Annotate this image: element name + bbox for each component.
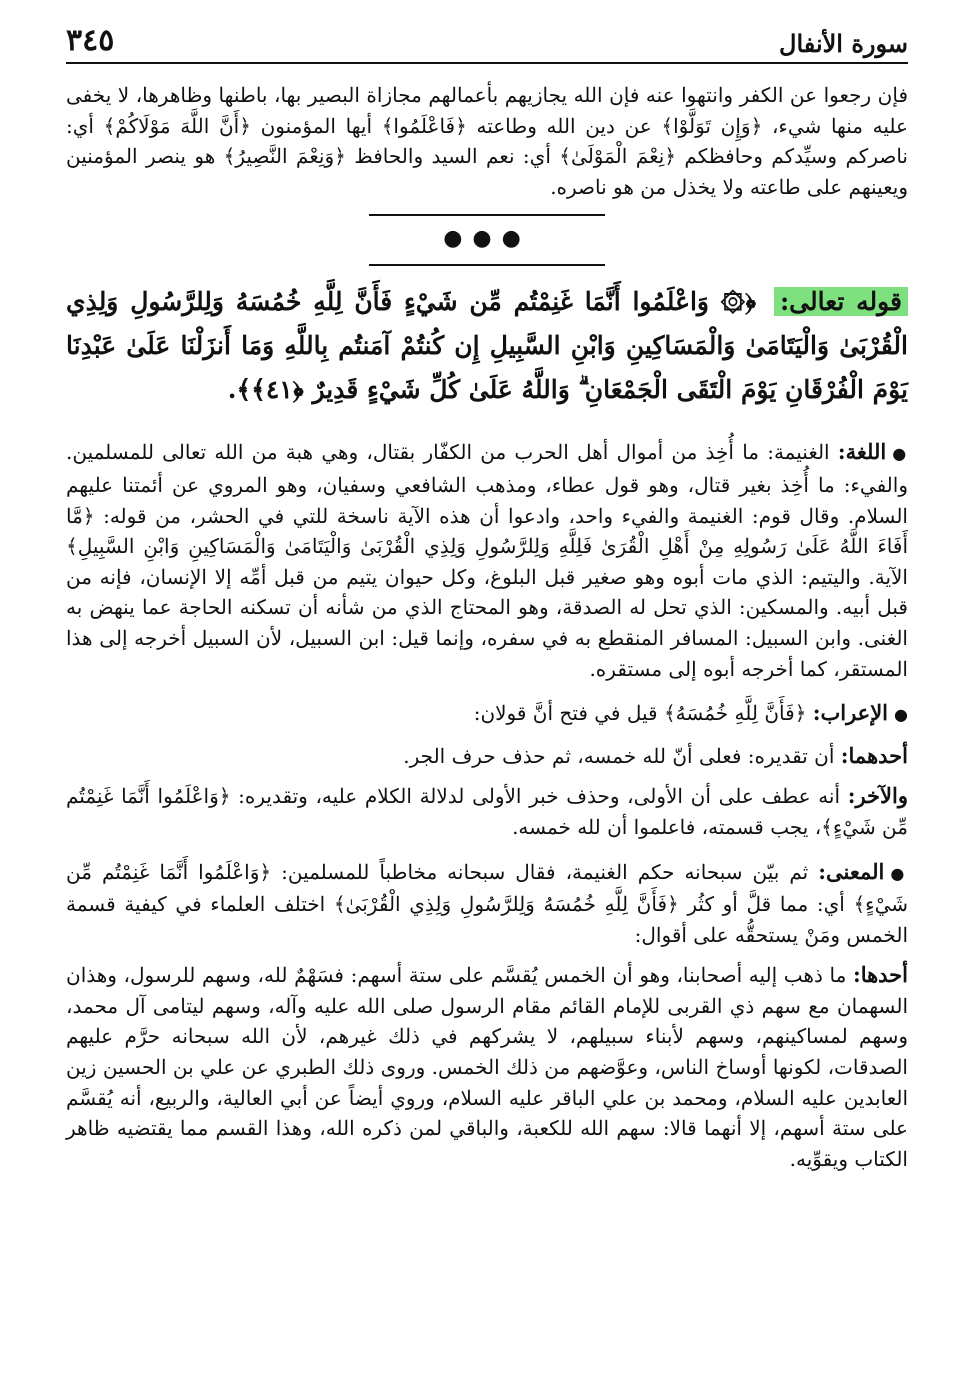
irab-section <box>66 698 908 731</box>
maana-text: ثم بيّن سبحانه حكم الغنيمة، فقال سبحانه مخاطباً للمسلمين: ﴿وَاعْلَمُوا أَنَّمَا غَنِمْتُم مِّن شَيْءٍ﴾ أي: مما قلَّ أو كثُر ﴿فَأَنَّ لِلَّهِ خُمُسَهُ وَلِلرَّسُولِ وَلِذِي الْقُرْبَىٰ﴾ اختلف العلماء في كيفية قسمة الخمس ومَنْ يستحقُّه على أقوال: <box>66 859 908 947</box>
page-number: ٣٤٥ <box>66 23 115 58</box>
separator-line-top <box>369 214 605 216</box>
maana-first-opinion <box>66 960 908 1174</box>
irab-second-label: والآخر: <box>847 783 908 809</box>
maana-label: المعنى: <box>818 858 885 884</box>
surah-title: سورة الأنفال <box>779 29 908 58</box>
irab-second-text: أنه عطف على أن الأولى، وحذف خبر الأولى لدلالة الكلام عليه، وتقديره: ﴿وَاعْلَمُوا أَنَّمَا غَنِمْتُم مِّن شَيْءٍ﴾، يجب قسمته، فاعلموا أن لله خمسه. <box>66 784 908 839</box>
irab-first-text: أن تقديره: فعلى أنّ لله خمسه، ثم حذف حرف الجر. <box>403 743 835 768</box>
irab-first-opinion <box>66 741 908 772</box>
lugha-section <box>66 437 908 684</box>
irab-text: ﴿فَأَنَّ لِلَّهِ خُمُسَهُ﴾ قيل في فتح أنَّ قولان: <box>473 701 807 726</box>
irab-second-opinion <box>66 781 908 842</box>
irab-label: الإعراب: <box>812 700 889 726</box>
verse-text: ﴿۞ وَاعْلَمُوا أَنَّمَا غَنِمْتُم مِّن شَيْءٍ فَأَنَّ لِلَّهِ خُمُسَهُ وَلِلرَّسُولِ وَلِذِي الْقُرْبَىٰ وَالْيَتَامَىٰ وَالْمَسَاكِينِ وَابْنِ السَّبِيلِ إِن كُنتُمْ آمَنتُم بِاللَّهِ وَمَا أَنزَلْنَا عَلَىٰ عَبْدِنَا يَوْمَ الْفُرْقَانِ يَوْمَ الْتَقَى الْجَمْعَانِ ۗ وَاللَّهُ عَلَىٰ كُلِّ شَيْءٍ قَدِيرٌ ﴿٤١﴾﴾. <box>66 287 908 405</box>
bullet-icon: ● <box>894 705 908 725</box>
intro-paragraph: فإن رجعوا عن الكفر وانتهوا عنه فإن الله يجازيهم بأعمالهم مجازاة البصير بها، باطنها وظاهرها، لا يخفى عليه منها شيء، ﴿وَإِن تَوَلَّوْا﴾ عن دين الله وطاعته ﴿فَاعْلَمُوا﴾ أيها المؤمنون ﴿أَنَّ اللَّهَ مَوْلَاكُمْ﴾ أي: ناصركم وسيِّدكم وحافظكم ﴿نِعْمَ الْمَوْلَىٰ﴾ أي: نعم السيد والحافظ ﴿وَنِعْمَ النَّصِيرُ﴾ هو ينصر المؤمنين ويعينهم على طاعته ولا يخذل من هو ناصره. <box>66 83 908 199</box>
verse-intro-highlight: قوله تعالى: <box>774 287 908 316</box>
maana-section <box>66 857 908 951</box>
verse-block <box>66 280 908 412</box>
separator-line-bottom <box>369 264 605 266</box>
irab-first-label: أحدهما: <box>840 742 908 768</box>
bullet-icon: ● <box>892 444 909 464</box>
bullet-icon: ● <box>890 863 909 883</box>
lugha-text: الغنيمة: ما أُخِذ من أموال أهل الحرب من الكفّار بقتال، وهي هبة من الله تعالى للمسلمين. والفيء: ما أُخِذ بغير قتال، وهو قول عطاء، ومذهب الشافعي وسفيان، وهو المروي عن أئمتنا عليهم السلام. وقال قوم: الغنيمة والفيء واحد، وادعوا أن هذه الآية ناسخة للتي في الحشر، من قوله: ﴿مَّا أَفَاءَ اللَّهُ عَلَىٰ رَسُولِهِ مِنْ أَهْلِ الْقُرَىٰ فَلِلَّهِ وَلِلرَّسُولِ وَلِذِي الْقُرْبَىٰ وَالْيَتَامَىٰ وَالْمَسَاكِينِ وَابْنِ السَّبِيلِ﴾ الآية. واليتيم: الذي مات أبوه وهو صغير قبل البلوغ، وكل حيوان يتيم من قبل أمِّه إلا الإنسان، فإنه من قبل أبيه. والمسكين: الذي تحل له الصدقة، وهو المحتاج الذي من شأنه أن تسكنه الحاجة عما ينهض به الغنى. وابن السبيل: المسافر المنقطع به في سفره، وإنما قيل: ابن السبيل، لأن السبيل أخرجه إلى هذا المستقر، كما أخرجه أبوه إلى مستقره. <box>66 440 908 681</box>
separator-dots: ●●● <box>443 226 531 252</box>
maana-first-label: أحدها: <box>852 962 909 988</box>
page-header <box>66 18 908 64</box>
maana-first-text: ما ذهب إليه أصحابنا، وهو أن الخمس يُقسَّم على ستة أسهم: فسَهْمٌ لله، وسهم للرسول، وهذان السهمان مع سهم ذي القربى للإمام القائم مقام الرسول صلى الله عليه وآله، وسهم ليتامى آل محمد، وسهم لمساكينهم، وسهم لأبناء سبيلهم، لا يشركهم في ذلك غيرهم، لأن الله سبحانه حرَّم عليهم الصدقات، لكونها أوساخ الناس، وعوَّضهم من ذلك الخمس. وروى ذلك الطبري عن علي بن الحسين زين العابدين عليه السلام، ومحمد بن علي الباقر عليه السلام، وروي أيضاً عن أبي العالية، والربيع، أنه يُقسَّم على ستة أسهم، إلا أنهما قالا: سهم الله للكعبة، والباقي لمن ذكره الله، وهذا القسم مما يقتضيه ظاهر الكتاب ويقوِّيه. <box>66 963 908 1171</box>
section-separator <box>369 212 605 268</box>
lugha-label: اللغة: <box>837 439 887 465</box>
